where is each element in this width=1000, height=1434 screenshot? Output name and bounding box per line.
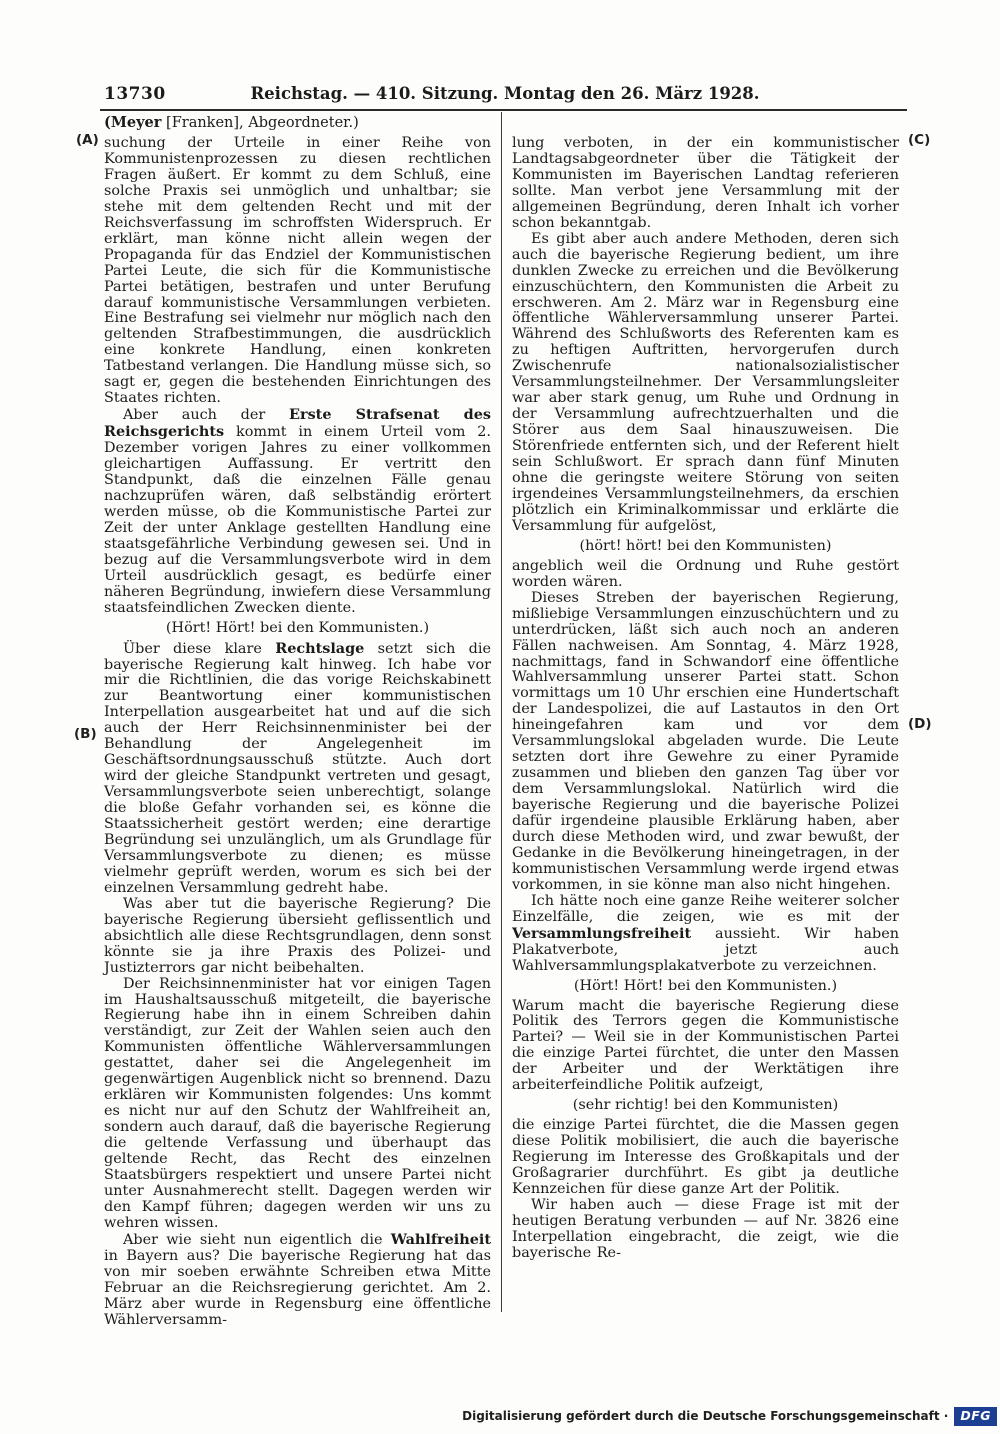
paragraph	[512, 136, 899, 232]
text-segment: Dieses Streben der bayerischen Regierung, mißliebige Versammlungen einzuschüchtern und zu unterdrücken, läßt sich auch noch an anderen Fällen nachweisen. Am Sonntag, 4. März 1928, nachmittags, fand in Schwandorf eine öffentliche Wahlversammlung unserer Partei statt. Schon vormittags um 10 Uhr erschien eine Hundertschaft der Landespolizei, die auf Lastautos in den Ort hineingefahren kam und vor dem Versammlungslokal abgeladen wurde. Die Leute setzten dort ihre Gewehre zu einer Pyramide zusammen und blieben den ganzen Tag über vor dem Versammlungslokal. Natürlich wird die bayerische Regierung und die bayerische Polizei dafür irgendeine plausible Erklärung haben, aber durch diese Methoden wird, und zwar bewußt, der Gedanke in die Bevölkerung hineingetragen, in der kommunistischen Versammlung werde irgend etwas vorkommen, in sie könne man also nicht hingehen.	[512, 589, 899, 893]
speaker-line	[104, 114, 359, 131]
speaker-name: (Meyer	[104, 114, 162, 131]
paragraph	[512, 591, 899, 894]
text-segment: aussieht. Wir haben Plakatverbote, jetzt auch Wahlversammlungsplakatverbote zu verzeichnen.	[512, 925, 899, 974]
dfg-logo: DFG	[954, 1407, 997, 1427]
text-segment: Es gibt aber auch andere Methoden, deren sich auch die bayerische Regierung bedient, um ihre dunklen Zwecke zu erreichen und die Bevölkerung einzuschüchtern, den Kommunisten die Arbeit zu erschweren. Am 2. März war in Regensburg eine öffentliche Wählerversammlung unserer Partei. Während des Schlußworts des Referenten kam es zu heftigen Auftritten, hervorgerufen durch Zwischenrufe nationalsozialistischer Versammlungsteilnehmer. Der Versammlungsleiter war aber stark genug, um Ruhe und Ordnung in der Versammlung aufrechtzuerhalten und die Störer aus dem Saal hinauszuweisen. Die Störenfriede entfernten sich, und der Referent hielt sein Schlußwort. Er sprach dann fünf Minuten ohne die geringste weitere Störung von seiten irgendeines Versammlungsteilnehmers, da erschien plötzlich ein Kriminalkommissar und erklärte die Versammlung für aufgelöst,	[512, 230, 899, 534]
margin-marker-c: (C)	[908, 132, 931, 148]
text-column-left	[104, 136, 491, 1329]
margin-marker-d: (D)	[908, 716, 932, 732]
paragraph	[104, 977, 491, 1232]
text-segment: (sehr richtig! bei den Kommunisten)	[572, 1097, 839, 1114]
text-segment: (Hört! Hört! bei den Kommunisten.)	[165, 619, 430, 636]
interjection-line	[512, 539, 899, 555]
paragraph	[104, 641, 491, 897]
text-segment: Wir haben auch — diese Frage ist mit der heutigen Beratung verbunden — auf Nr. 3826 eine Interpellation eingebracht, die zeigt, wie die bayerische Re-	[512, 1196, 899, 1261]
interjection-line	[512, 1098, 899, 1114]
interjection-line	[104, 621, 491, 637]
page-number: 13730	[104, 84, 166, 104]
text-column-right	[512, 136, 899, 1262]
text-segment: Was aber tut die bayerische Regierung? Die bayerische Regierung übersieht geflissentlich und absichtlich alle diese Rechtsgrundlagen, denn sonst könnte sie ja ihre Praxis des Polizei- und Justizterrors gar nicht beibehalten.	[104, 895, 491, 976]
column-divider-rule	[501, 112, 502, 1312]
digitization-credit-text: Digitalisierung gefördert durch die Deutsche Forschungsgemeinschaft ·	[462, 1409, 949, 1424]
emphasized-text: Erste Strafsenat des Reichsgerichts	[104, 406, 491, 441]
speaker-suffix: [Franken], Abgeordneter.)	[161, 115, 359, 131]
text-segment: setzt sich die bayerische Regierung kalt hinweg. Ich habe vor mir die Richtlinien, die das vorige Reichskabinett zur Beantwortung einer kommunistischen Interpellation ausgearbeitet hat und auf die sich auch der Herr Reichsinnenminister bei der Behandlung der Angelegenheit im Geschäftsordnungsausschuß stützte. Auch dort wird der gleiche Standpunkt vertreten und gesagt, Versammlungsverbote seien unberechtigt, solange die bloße Gefahr vorhanden sei, es könne die Staatssicherheit gestört werden; eine derartige Begründung sei unzulänglich, um als Grundlage für Versammlungsverbote zu dienen; es müsse vielmehr geprüft werden, worum es sich bei der einzelnen Versammlung gedreht habe.	[104, 640, 491, 896]
paragraph	[104, 1232, 491, 1329]
emphasized-text: Rechtslage	[275, 639, 365, 657]
page-header-title: Reichstag. — 410. Sitzung. Montag den 26. März 1928.	[250, 84, 760, 103]
paragraph	[104, 136, 491, 407]
paragraph	[512, 1198, 899, 1262]
paragraph	[512, 1118, 899, 1198]
paragraph	[104, 407, 491, 616]
text-segment: (hört! hört! bei den Kommunisten)	[579, 537, 832, 554]
paragraph	[512, 232, 899, 535]
paragraph	[512, 559, 899, 591]
text-segment: Ich hätte noch eine ganze Reihe weiterer solcher Einzelfälle, die zeigen, wie es mit der	[512, 892, 899, 925]
text-segment: die einzige Partei fürchtet, die die Massen gegen diese Politik mobilisiert, die auch die bayerische Regierung im Interesse des Großkapitals und der Großagrarier durchführt. Es gibt ja deutliche Kennzeichen für diese ganze Art der Politik.	[512, 1117, 899, 1197]
text-segment: Über diese klare	[123, 640, 276, 657]
emphasized-text: Versammlungsfreiheit	[512, 924, 692, 942]
text-segment: lung verboten, in der ein kommunistischer Landtagsabgeordneter über die Tätigkeit der Kommunisten im Bayerischen Landtag referieren sollte. Man verbot jene Versammlung mit der allgemeinen Begründung, deren Inhalt ich vorher schon bekanntgab.	[512, 135, 899, 231]
text-segment: Der Reichsinnenminister hat vor einigen Tagen im Haushaltsausschuß mitgeteilt, die bayerische Regierung habe ihn in einem Schreiben dahin verständigt, zur Zeit der Wahlen seien auch den Kommunisten öffentliche Wählerversammlungen gestattet, daher sei die Angelegenheit im gegenwärtigen Augenblick nicht so brennend. Dazu erklären wir Kommunisten folgendes: Uns kommt es nicht nur auf den Schutz der Wahlfreiheit an, sondern auch darauf, daß die bayerische Regierung die geltende Verfassung und überhaupt das geltende Recht, das Recht des einzelnen Staatsbürgers respektiert und unsere Partei nicht unter Ausnahmerecht stellt. Dagegen werden wir den Kampf führen; dagegen werden wir uns zu wehren wissen.	[104, 975, 491, 1231]
text-segment: angeblich weil die Ordnung und Ruhe gestört worden wären.	[512, 557, 899, 590]
text-segment: (Hört! Hört! bei den Kommunisten.)	[573, 977, 838, 994]
text-segment: kommt in einem Urteil vom 2. Dezember vorigen Jahres zu einer vollkommen gleichartigen Auffassung. Er vertritt den Standpunkt, daß die einzelnen Fälle genau nachzuprüfen wären, daß selbständig erörtert werden müsse, ob die Kommunistische Partei zur Zeit der unter Anklage gestellten Handlung eine staatsgefährliche Verbindung gewesen sei. Und in bezug auf die Versammlungsverbote wird in dem Urteil ausdrücklich gesagt, es bedürfe einer näheren Begründung, inwiefern diese Versammlung staatsfeindlichen Zwecken diente.	[104, 424, 491, 616]
header-rule	[100, 109, 907, 111]
text-segment: Aber wie sieht nun eigentlich die	[123, 1231, 391, 1248]
margin-marker-a: (A)	[76, 132, 99, 148]
digitization-credit	[462, 1407, 997, 1427]
paragraph	[512, 999, 899, 1095]
text-segment: Aber auch der	[123, 407, 290, 424]
emphasized-text: Wahlfreiheit	[390, 1230, 491, 1248]
text-segment: in Bayern aus? Die bayerische Regierung hat das von mir soeben erwähnte Schreiben etwa Mitte Februar an die Reichsregierung gerichtet. Am 2. März aber wurde in Regensburg eine öffentliche Wählerversamm-	[104, 1247, 491, 1328]
paragraph	[104, 897, 491, 977]
text-segment: suchung der Urteile in einer Reihe von Kommunistenprozessen zu diesen rechtlichen Fragen äußert. Er kommt zu dem Schluß, eine solche Praxis sei unmöglich und unhaltbar; sie stehe mit dem geltenden Recht und mit der Reichsverfassung im schroffsten Widerspruch. Er erklärt, man könne nicht allein wegen der Propaganda für das Endziel der Kommunistischen Partei Leute, die sich für die Kommunistische Partei betätigen, bestrafen und unter Berufung darauf kommunistische Versammlungen verbieten. Eine Bestrafung sei vielmehr nur möglich nach den geltenden Strafbestimmungen, die ausdrücklich eine konkrete Handlung, einen konkreten Tatbestand verlangen. Die Handlung müsse sich, so sagt er, gegen die bestehenden Einrichtungen des Staates richten.	[104, 135, 491, 407]
paragraph	[512, 894, 899, 975]
interjection-line	[512, 979, 899, 995]
text-segment: Warum macht die bayerische Regierung diese Politik des Terrors gegen die Kommunistische Partei? — Weil sie in der Kommunistischen Partei die einzige Partei fürchtet, die unter den Massen der Arbeiter und der Werktätigen ihre arbeiterfeindliche Politik aufzeigt,	[512, 997, 899, 1094]
margin-marker-b: (B)	[74, 726, 97, 742]
